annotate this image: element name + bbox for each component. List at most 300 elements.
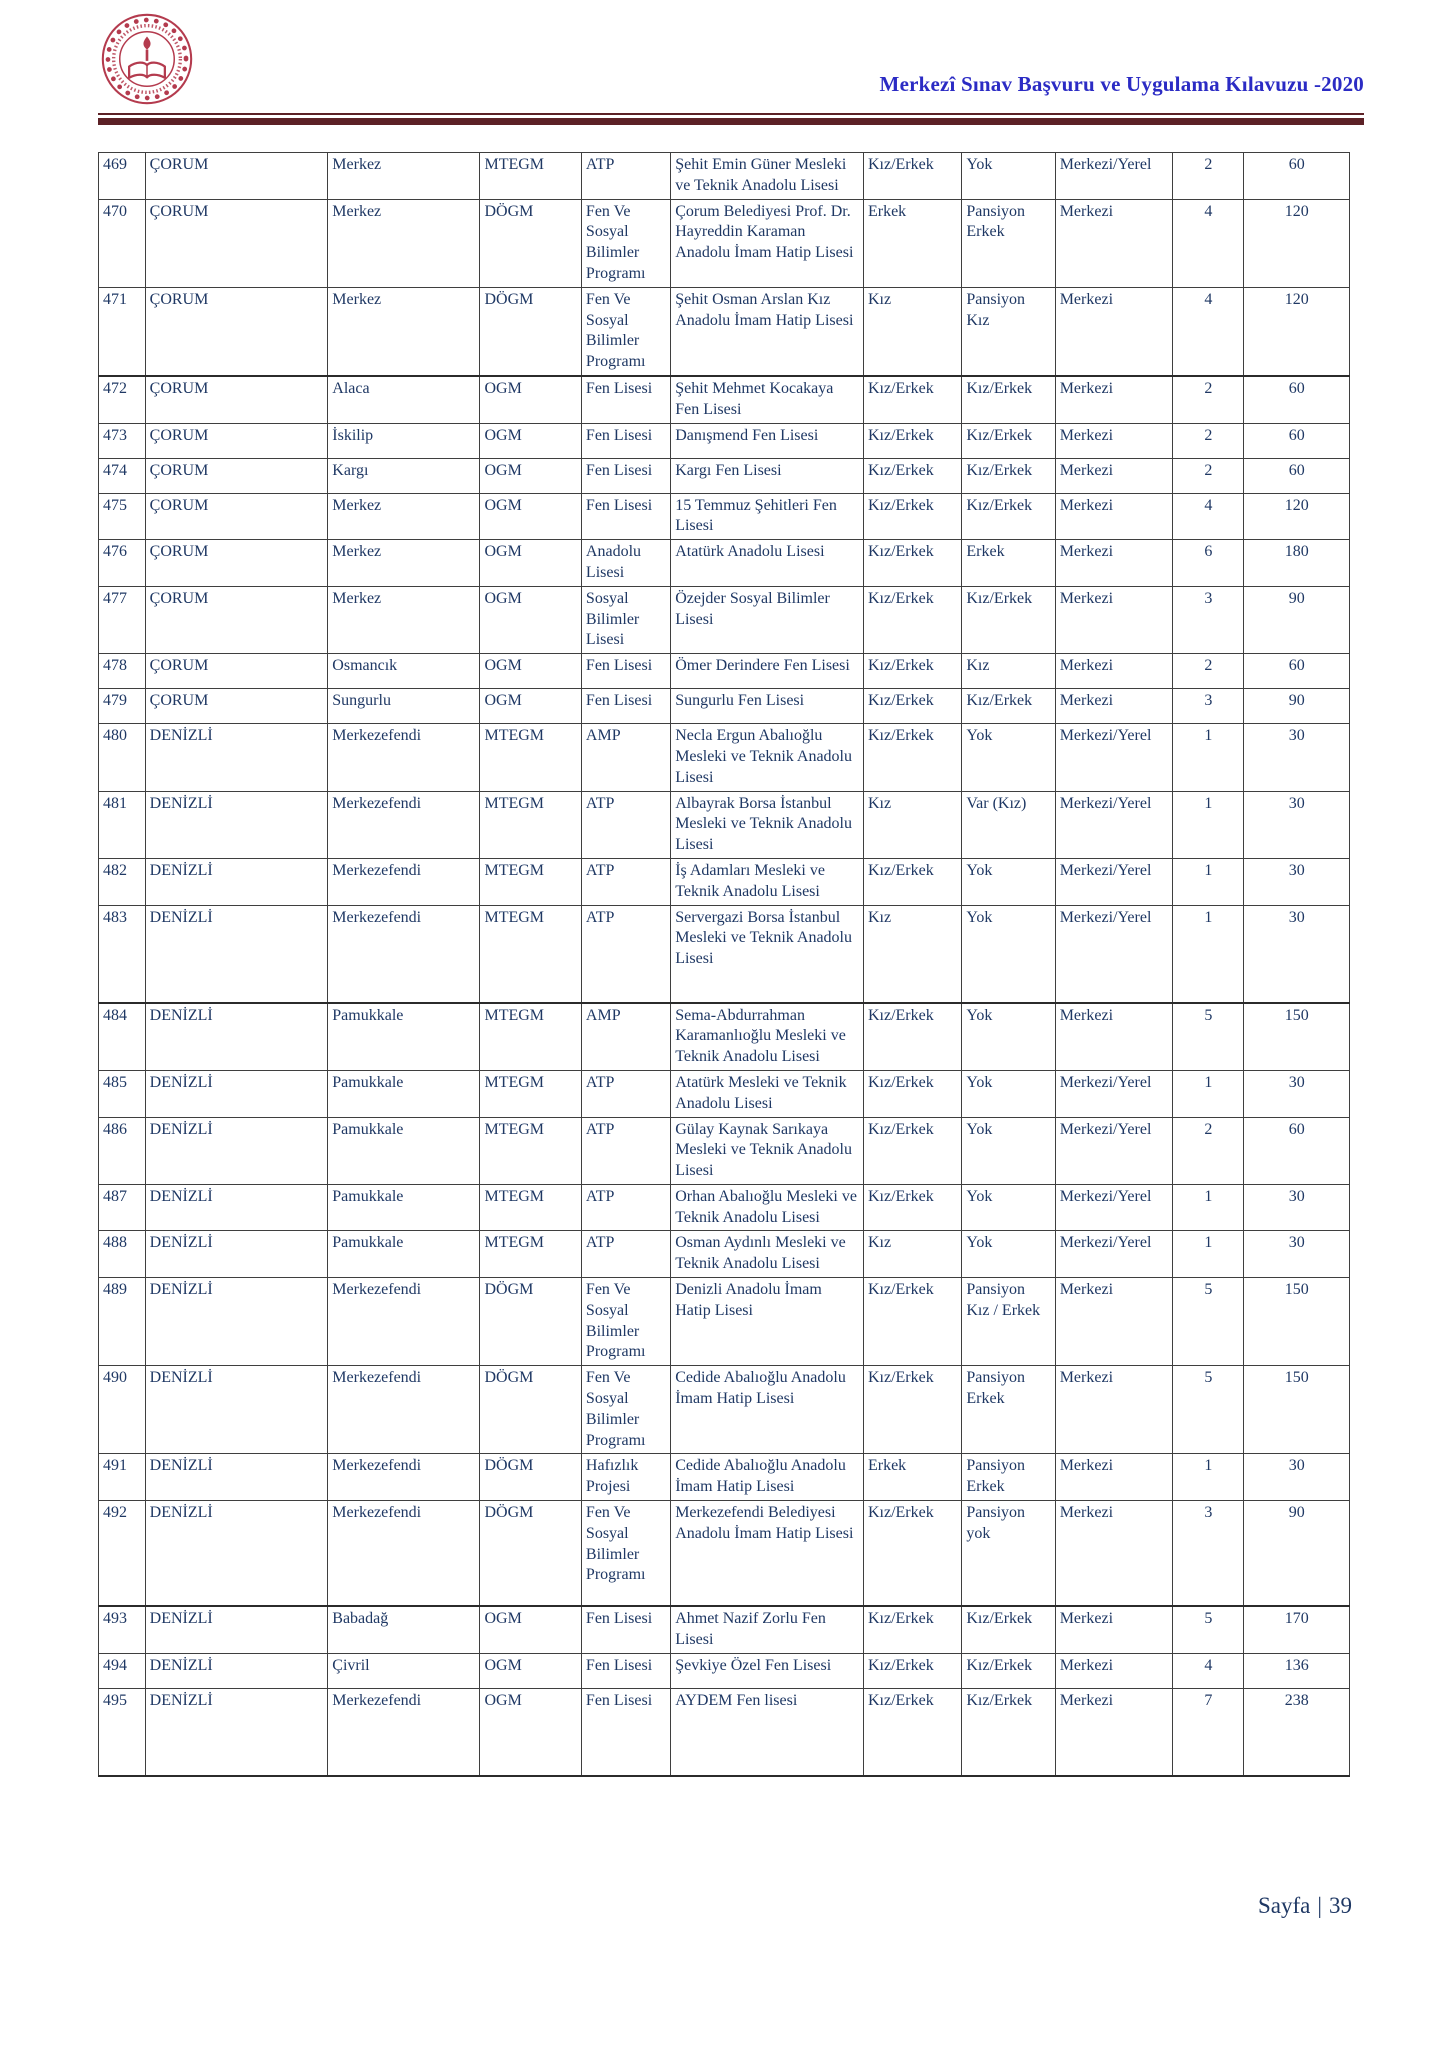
cell-classes: 5	[1173, 1366, 1244, 1454]
cell-no: 483	[99, 905, 146, 1003]
table-row	[99, 1688, 1350, 1776]
cell-school: Orhan Abalıoğlu Mesleki ve Teknik Anadolu Lisesi	[671, 1184, 864, 1231]
cell-school: Cedide Abalıoğlu Anadolu İmam Hatip Lisesi	[671, 1366, 864, 1454]
cell-classes: 1	[1173, 1070, 1244, 1117]
cell-gender: Kız/Erkek	[863, 1366, 961, 1454]
cell-district: Merkezefendi	[328, 1454, 480, 1501]
cell-program: Anadolu Lisesi	[581, 540, 670, 587]
cell-province: DENİZLİ	[145, 1606, 328, 1653]
cell-boarding: Pansiyon Erkek	[962, 1454, 1055, 1501]
cell-program: ATP	[581, 153, 670, 200]
cell-exam: Merkezi/Yerel	[1055, 1117, 1173, 1184]
cell-program: Sosyal Bilimler Lisesi	[581, 586, 670, 653]
cell-exam: Merkezi	[1055, 540, 1173, 587]
cell-district: Merkezefendi	[328, 791, 480, 858]
cell-district: Pamukkale	[328, 1231, 480, 1278]
cell-unit: OGM	[480, 493, 581, 540]
cell-program: Fen Lisesi	[581, 493, 670, 540]
cell-quota: 30	[1244, 905, 1350, 1003]
table-row	[99, 1653, 1350, 1688]
cell-unit: OGM	[480, 458, 581, 493]
cell-boarding: Pansiyon Kız	[962, 287, 1055, 376]
cell-program: Fen Ve Sosyal Bilimler Programı	[581, 199, 670, 287]
cell-school: Servergazi Borsa İstanbul Mesleki ve Teknik Anadolu Lisesi	[671, 905, 864, 1003]
table-row	[99, 1184, 1350, 1231]
cell-district: Merkezefendi	[328, 858, 480, 905]
cell-province: DENİZLİ	[145, 858, 328, 905]
cell-school: Albayrak Borsa İstanbul Mesleki ve Teknik Anadolu Lisesi	[671, 791, 864, 858]
cell-district: Osmancık	[328, 654, 480, 689]
cell-exam: Merkezi	[1055, 586, 1173, 653]
cell-gender: Kız/Erkek	[863, 423, 961, 458]
cell-school: İş Adamları Mesleki ve Teknik Anadolu Lisesi	[671, 858, 864, 905]
table-row	[99, 724, 1350, 791]
cell-district: Kargı	[328, 458, 480, 493]
cell-school: Şehit Mehmet Kocakaya Fen Lisesi	[671, 376, 864, 423]
cell-province: DENİZLİ	[145, 1454, 328, 1501]
cell-quota: 150	[1244, 1366, 1350, 1454]
cell-program: Hafızlık Projesi	[581, 1454, 670, 1501]
cell-classes: 1	[1173, 791, 1244, 858]
table-row	[99, 540, 1350, 587]
cell-province: DENİZLİ	[145, 1688, 328, 1776]
cell-program: AMP	[581, 1003, 670, 1071]
cell-school: Sungurlu Fen Lisesi	[671, 689, 864, 724]
cell-province: DENİZLİ	[145, 1117, 328, 1184]
cell-province: ÇORUM	[145, 540, 328, 587]
cell-no: 488	[99, 1231, 146, 1278]
cell-classes: 1	[1173, 1231, 1244, 1278]
cell-quota: 238	[1244, 1688, 1350, 1776]
cell-boarding: Erkek	[962, 540, 1055, 587]
cell-unit: MTEGM	[480, 1184, 581, 1231]
cell-unit: DÖGM	[480, 1278, 581, 1366]
cell-program: Fen Ve Sosyal Bilimler Programı	[581, 1278, 670, 1366]
cell-no: 487	[99, 1184, 146, 1231]
cell-classes: 1	[1173, 905, 1244, 1003]
cell-school: Danışmend Fen Lisesi	[671, 423, 864, 458]
page-number: 39	[1329, 1893, 1352, 1918]
cell-district: Merkezefendi	[328, 724, 480, 791]
cell-exam: Merkezi/Yerel	[1055, 858, 1173, 905]
cell-boarding: Pansiyon yok	[962, 1501, 1055, 1607]
cell-school: 15 Temmuz Şehitleri Fen Lisesi	[671, 493, 864, 540]
cell-district: Merkez	[328, 540, 480, 587]
cell-school: Şehit Emin Güner Mesleki ve Teknik Anadolu Lisesi	[671, 153, 864, 200]
cell-exam: Merkezi	[1055, 458, 1173, 493]
cell-province: ÇORUM	[145, 287, 328, 376]
cell-boarding: Kız/Erkek	[962, 1688, 1055, 1776]
table-row	[99, 1606, 1350, 1653]
cell-district: Alaca	[328, 376, 480, 423]
cell-boarding: Kız/Erkek	[962, 423, 1055, 458]
cell-province: DENİZLİ	[145, 791, 328, 858]
cell-school: Ömer Derindere Fen Lisesi	[671, 654, 864, 689]
cell-boarding: Kız	[962, 654, 1055, 689]
page-footer-separator: |	[1317, 1893, 1322, 1918]
cell-program: ATP	[581, 858, 670, 905]
table-row	[99, 1231, 1350, 1278]
cell-unit: OGM	[480, 1688, 581, 1776]
cell-classes: 1	[1173, 858, 1244, 905]
cell-school: Atatürk Mesleki ve Teknik Anadolu Lisesi	[671, 1070, 864, 1117]
cell-no: 480	[99, 724, 146, 791]
table-row	[99, 199, 1350, 287]
cell-unit: MTEGM	[480, 153, 581, 200]
cell-province: DENİZLİ	[145, 1070, 328, 1117]
cell-province: DENİZLİ	[145, 1184, 328, 1231]
table-row	[99, 689, 1350, 724]
cell-program: ATP	[581, 905, 670, 1003]
cell-unit: DÖGM	[480, 287, 581, 376]
cell-district: Merkez	[328, 153, 480, 200]
cell-province: ÇORUM	[145, 689, 328, 724]
cell-province: ÇORUM	[145, 199, 328, 287]
cell-school: Sema-Abdurrahman Karamanlıoğlu Mesleki ve Teknik Anadolu Lisesi	[671, 1003, 864, 1071]
table-row	[99, 1117, 1350, 1184]
cell-exam: Merkezi/Yerel	[1055, 905, 1173, 1003]
table-row	[99, 905, 1350, 1003]
cell-classes: 4	[1173, 493, 1244, 540]
cell-school: AYDEM Fen lisesi	[671, 1688, 864, 1776]
cell-exam: Merkezi	[1055, 1688, 1173, 1776]
cell-district: Sungurlu	[328, 689, 480, 724]
cell-classes: 2	[1173, 654, 1244, 689]
cell-classes: 7	[1173, 1688, 1244, 1776]
cell-quota: 30	[1244, 1454, 1350, 1501]
cell-quota: 170	[1244, 1606, 1350, 1653]
cell-no: 494	[99, 1653, 146, 1688]
cell-school: Gülay Kaynak Sarıkaya Mesleki ve Teknik Anadolu Lisesi	[671, 1117, 864, 1184]
cell-classes: 5	[1173, 1278, 1244, 1366]
cell-exam: Merkezi/Yerel	[1055, 1231, 1173, 1278]
cell-no: 479	[99, 689, 146, 724]
cell-gender: Kız/Erkek	[863, 586, 961, 653]
cell-gender: Erkek	[863, 1454, 961, 1501]
table-row	[99, 493, 1350, 540]
cell-no: 481	[99, 791, 146, 858]
cell-no: 472	[99, 376, 146, 423]
cell-program: Fen Lisesi	[581, 423, 670, 458]
cell-district: Pamukkale	[328, 1117, 480, 1184]
cell-school: Necla Ergun Abalıoğlu Mesleki ve Teknik Anadolu Lisesi	[671, 724, 864, 791]
cell-district: Pamukkale	[328, 1070, 480, 1117]
cell-quota: 60	[1244, 423, 1350, 458]
cell-no: 477	[99, 586, 146, 653]
cell-district: Merkez	[328, 287, 480, 376]
cell-province: ÇORUM	[145, 458, 328, 493]
cell-boarding: Kız/Erkek	[962, 1606, 1055, 1653]
cell-province: ÇORUM	[145, 586, 328, 653]
table-row	[99, 1003, 1350, 1071]
cell-unit: OGM	[480, 654, 581, 689]
cell-program: Fen Lisesi	[581, 458, 670, 493]
cell-school: Şehit Osman Arslan Kız Anadolu İmam Hatip Lisesi	[671, 287, 864, 376]
cell-program: AMP	[581, 724, 670, 791]
cell-program: Fen Ve Sosyal Bilimler Programı	[581, 1501, 670, 1607]
cell-no: 484	[99, 1003, 146, 1071]
cell-school: Ahmet Nazif Zorlu Fen Lisesi	[671, 1606, 864, 1653]
cell-boarding: Kız/Erkek	[962, 689, 1055, 724]
cell-classes: 6	[1173, 540, 1244, 587]
table-row	[99, 1501, 1350, 1607]
cell-no: 474	[99, 458, 146, 493]
cell-boarding: Kız/Erkek	[962, 1653, 1055, 1688]
cell-province: DENİZLİ	[145, 1653, 328, 1688]
cell-classes: 1	[1173, 724, 1244, 791]
cell-gender: Kız/Erkek	[863, 1278, 961, 1366]
cell-no: 490	[99, 1366, 146, 1454]
cell-quota: 60	[1244, 654, 1350, 689]
cell-exam: Merkezi	[1055, 1366, 1173, 1454]
cell-exam: Merkezi/Yerel	[1055, 1070, 1173, 1117]
cell-no: 470	[99, 199, 146, 287]
cell-unit: MTEGM	[480, 1003, 581, 1071]
cell-district: Merkezefendi	[328, 1278, 480, 1366]
table-row	[99, 287, 1350, 376]
cell-province: ÇORUM	[145, 423, 328, 458]
cell-quota: 150	[1244, 1003, 1350, 1071]
cell-gender: Kız/Erkek	[863, 458, 961, 493]
cell-gender: Kız/Erkek	[863, 1184, 961, 1231]
cell-exam: Merkezi	[1055, 689, 1173, 724]
cell-district: Çivril	[328, 1653, 480, 1688]
cell-boarding: Kız/Erkek	[962, 586, 1055, 653]
cell-program: Fen Lisesi	[581, 1688, 670, 1776]
cell-gender: Kız	[863, 287, 961, 376]
cell-unit: MTEGM	[480, 858, 581, 905]
cell-classes: 2	[1173, 376, 1244, 423]
cell-program: ATP	[581, 1117, 670, 1184]
cell-district: Merkez	[328, 586, 480, 653]
cell-gender: Kız/Erkek	[863, 1003, 961, 1071]
cell-district: Babadağ	[328, 1606, 480, 1653]
cell-boarding: Kız/Erkek	[962, 493, 1055, 540]
cell-no: 495	[99, 1688, 146, 1776]
cell-quota: 60	[1244, 1117, 1350, 1184]
cell-unit: OGM	[480, 423, 581, 458]
cell-exam: Merkezi	[1055, 654, 1173, 689]
table-row	[99, 1070, 1350, 1117]
table-row	[99, 153, 1350, 200]
table-row	[99, 1278, 1350, 1366]
school-table	[98, 152, 1350, 1777]
cell-quota: 90	[1244, 586, 1350, 653]
cell-province: DENİZLİ	[145, 1278, 328, 1366]
table-row	[99, 376, 1350, 423]
cell-boarding: Yok	[962, 905, 1055, 1003]
cell-unit: MTEGM	[480, 905, 581, 1003]
cell-gender: Kız	[863, 905, 961, 1003]
cell-boarding: Yok	[962, 1003, 1055, 1071]
cell-classes: 3	[1173, 1501, 1244, 1607]
cell-gender: Kız/Erkek	[863, 1606, 961, 1653]
cell-school: Kargı Fen Lisesi	[671, 458, 864, 493]
table-row	[99, 1366, 1350, 1454]
cell-quota: 136	[1244, 1653, 1350, 1688]
cell-province: ÇORUM	[145, 376, 328, 423]
cell-exam: Merkezi	[1055, 423, 1173, 458]
cell-district: Merkez	[328, 493, 480, 540]
cell-program: Fen Lisesi	[581, 1653, 670, 1688]
cell-gender: Erkek	[863, 199, 961, 287]
cell-district: Merkezefendi	[328, 905, 480, 1003]
cell-exam: Merkezi	[1055, 1653, 1173, 1688]
table-row	[99, 654, 1350, 689]
meb-logo	[100, 12, 194, 106]
cell-gender: Kız/Erkek	[863, 376, 961, 423]
cell-province: ÇORUM	[145, 153, 328, 200]
cell-classes: 3	[1173, 586, 1244, 653]
cell-program: ATP	[581, 1070, 670, 1117]
cell-district: Merkezefendi	[328, 1688, 480, 1776]
cell-quota: 30	[1244, 791, 1350, 858]
cell-gender: Kız/Erkek	[863, 654, 961, 689]
cell-no: 475	[99, 493, 146, 540]
cell-exam: Merkezi	[1055, 287, 1173, 376]
cell-school: Özejder Sosyal Bilimler Lisesi	[671, 586, 864, 653]
cell-province: ÇORUM	[145, 654, 328, 689]
cell-quota: 30	[1244, 724, 1350, 791]
cell-province: ÇORUM	[145, 493, 328, 540]
table-row	[99, 1454, 1350, 1501]
cell-exam: Merkezi	[1055, 1454, 1173, 1501]
school-table-body	[99, 153, 1350, 1776]
cell-classes: 4	[1173, 1653, 1244, 1688]
cell-classes: 2	[1173, 458, 1244, 493]
cell-unit: OGM	[480, 689, 581, 724]
cell-district: İskilip	[328, 423, 480, 458]
cell-province: DENİZLİ	[145, 1003, 328, 1071]
cell-unit: DÖGM	[480, 1454, 581, 1501]
cell-unit: MTEGM	[480, 1070, 581, 1117]
table-row	[99, 791, 1350, 858]
cell-classes: 2	[1173, 153, 1244, 200]
cell-no: 486	[99, 1117, 146, 1184]
cell-exam: Merkezi	[1055, 376, 1173, 423]
school-list-section	[98, 152, 1350, 1777]
cell-program: Fen Lisesi	[581, 689, 670, 724]
header-divider	[98, 113, 1364, 125]
cell-quota: 30	[1244, 858, 1350, 905]
cell-quota: 150	[1244, 1278, 1350, 1366]
cell-boarding: Kız/Erkek	[962, 376, 1055, 423]
cell-unit: DÖGM	[480, 1366, 581, 1454]
cell-unit: OGM	[480, 1653, 581, 1688]
cell-gender: Kız/Erkek	[863, 858, 961, 905]
cell-district: Merkez	[328, 199, 480, 287]
cell-province: DENİZLİ	[145, 1231, 328, 1278]
cell-classes: 5	[1173, 1606, 1244, 1653]
table-row	[99, 858, 1350, 905]
cell-boarding: Yok	[962, 1117, 1055, 1184]
page-header	[0, 0, 1448, 125]
cell-no: 491	[99, 1454, 146, 1501]
cell-boarding: Yok	[962, 724, 1055, 791]
cell-exam: Merkezi	[1055, 1606, 1173, 1653]
cell-quota: 30	[1244, 1184, 1350, 1231]
table-row	[99, 423, 1350, 458]
cell-unit: OGM	[480, 586, 581, 653]
cell-no: 485	[99, 1070, 146, 1117]
cell-no: 478	[99, 654, 146, 689]
cell-gender: Kız/Erkek	[863, 1688, 961, 1776]
cell-unit: MTEGM	[480, 791, 581, 858]
cell-program: ATP	[581, 791, 670, 858]
cell-boarding: Var (Kız)	[962, 791, 1055, 858]
cell-school: Atatürk Anadolu Lisesi	[671, 540, 864, 587]
cell-classes: 1	[1173, 1454, 1244, 1501]
cell-quota: 90	[1244, 1501, 1350, 1607]
cell-quota: 60	[1244, 458, 1350, 493]
cell-classes: 2	[1173, 1117, 1244, 1184]
cell-no: 493	[99, 1606, 146, 1653]
cell-program: ATP	[581, 1184, 670, 1231]
cell-gender: Kız/Erkek	[863, 1653, 961, 1688]
cell-unit: MTEGM	[480, 1231, 581, 1278]
cell-gender: Kız/Erkek	[863, 1501, 961, 1607]
cell-boarding: Yok	[962, 1070, 1055, 1117]
cell-province: DENİZLİ	[145, 1501, 328, 1607]
cell-classes: 4	[1173, 287, 1244, 376]
cell-quota: 120	[1244, 493, 1350, 540]
cell-boarding: Yok	[962, 153, 1055, 200]
cell-school: Şevkiye Özel Fen Lisesi	[671, 1653, 864, 1688]
cell-classes: 4	[1173, 199, 1244, 287]
cell-exam: Merkezi	[1055, 493, 1173, 540]
cell-no: 473	[99, 423, 146, 458]
cell-unit: MTEGM	[480, 1117, 581, 1184]
cell-school: Cedide Abalıoğlu Anadolu İmam Hatip Lisesi	[671, 1454, 864, 1501]
cell-district: Pamukkale	[328, 1003, 480, 1071]
cell-boarding: Kız/Erkek	[962, 458, 1055, 493]
cell-boarding: Pansiyon Kız / Erkek	[962, 1278, 1055, 1366]
cell-gender: Kız/Erkek	[863, 724, 961, 791]
cell-quota: 30	[1244, 1070, 1350, 1117]
cell-no: 482	[99, 858, 146, 905]
cell-boarding: Yok	[962, 1184, 1055, 1231]
cell-exam: Merkezi	[1055, 1278, 1173, 1366]
cell-exam: Merkezi	[1055, 1501, 1173, 1607]
cell-unit: DÖGM	[480, 199, 581, 287]
cell-boarding: Yok	[962, 858, 1055, 905]
cell-gender: Kız/Erkek	[863, 1070, 961, 1117]
cell-program: Fen Lisesi	[581, 376, 670, 423]
cell-unit: OGM	[480, 540, 581, 587]
cell-classes: 3	[1173, 689, 1244, 724]
cell-classes: 5	[1173, 1003, 1244, 1071]
cell-boarding: Pansiyon Erkek	[962, 199, 1055, 287]
cell-quota: 30	[1244, 1231, 1350, 1278]
cell-program: Fen Lisesi	[581, 1606, 670, 1653]
cell-exam: Merkezi/Yerel	[1055, 153, 1173, 200]
cell-program: Fen Ve Sosyal Bilimler Programı	[581, 287, 670, 376]
cell-province: DENİZLİ	[145, 1366, 328, 1454]
cell-no: 492	[99, 1501, 146, 1607]
cell-program: ATP	[581, 1231, 670, 1278]
cell-unit: OGM	[480, 376, 581, 423]
cell-boarding: Yok	[962, 1231, 1055, 1278]
cell-no: 489	[99, 1278, 146, 1366]
cell-exam: Merkezi/Yerel	[1055, 791, 1173, 858]
cell-gender: Kız/Erkek	[863, 1117, 961, 1184]
cell-gender: Kız/Erkek	[863, 689, 961, 724]
cell-district: Merkezefendi	[328, 1366, 480, 1454]
cell-quota: 120	[1244, 199, 1350, 287]
cell-exam: Merkezi	[1055, 1003, 1173, 1071]
table-row	[99, 586, 1350, 653]
cell-school: Merkezefendi Belediyesi Anadolu İmam Hatip Lisesi	[671, 1501, 864, 1607]
